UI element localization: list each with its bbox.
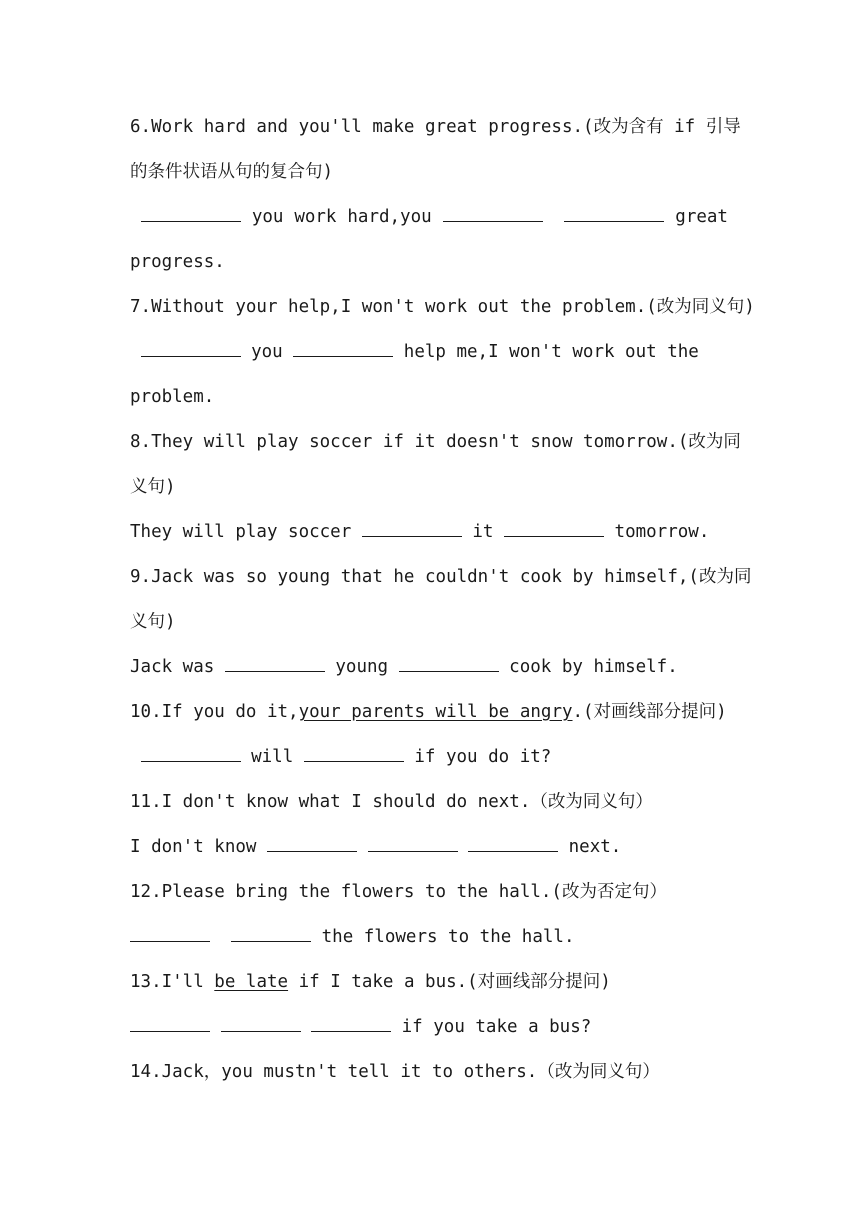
- q7-answer-text-b: help me,I won't work out the: [403, 342, 699, 362]
- q10-answer: [130, 743, 728, 771]
- q6-answer-text-b: great: [675, 207, 728, 227]
- answer-blank[interactable]: [504, 520, 604, 537]
- q14-question: 14.Jack，you mustn't tell it to others.（改为同义句）: [130, 1062, 660, 1082]
- answer-blank[interactable]: [225, 655, 325, 672]
- q8-answer-text-b: it: [472, 522, 494, 542]
- q7-answer-text-a: you: [251, 342, 283, 362]
- q10-question-suffix: .(对画线部分提问): [572, 702, 727, 722]
- q13-question-suffix: if I take a bus.(对画线部分提问): [288, 972, 611, 992]
- q7-answer-line2: problem.: [130, 387, 215, 407]
- q6-question-line2: 的条件状语从句的复合句): [130, 162, 334, 182]
- answer-blank[interactable]: [304, 745, 404, 762]
- q9-question-line1: 9.Jack was so young that he couldn't cook by himself,(改为同: [130, 567, 752, 587]
- q13-underlined-part: be late: [214, 972, 289, 992]
- q12-answer: [130, 923, 728, 951]
- q8-answer: [130, 518, 710, 546]
- answer-blank[interactable]: [130, 1015, 210, 1032]
- q6-answer-line1: [130, 203, 728, 231]
- q11-answer-text-a: I don't know: [130, 837, 257, 857]
- q8-answer-text-c: tomorrow.: [614, 522, 710, 542]
- q9-answer-text-b: young: [335, 657, 389, 677]
- answer-blank[interactable]: [141, 745, 241, 762]
- q10-underlined-part: your parents will be angry: [298, 702, 573, 722]
- answer-blank[interactable]: [231, 925, 311, 942]
- answer-blank[interactable]: [311, 1015, 391, 1032]
- answer-blank[interactable]: [399, 655, 499, 672]
- q8-question-line1: 8.They will play soccer if it doesn't snow tomorrow.(改为同: [130, 432, 741, 452]
- answer-blank[interactable]: [130, 925, 210, 942]
- answer-blank[interactable]: [368, 835, 458, 852]
- q6-question-line1: 6.Work hard and you'll make great progress.(改为含有 if 引导: [130, 117, 741, 137]
- q10-answer-text-a: will: [251, 747, 294, 767]
- q13-question: [130, 968, 728, 996]
- q9-answer-text-c: cook by himself.: [509, 657, 678, 677]
- answer-blank[interactable]: [468, 835, 558, 852]
- q13-answer-text: if you take a bus?: [401, 1017, 592, 1037]
- answer-blank[interactable]: [362, 520, 462, 537]
- q12-answer-text: the flowers to the hall.: [321, 927, 575, 947]
- q11-question: 11.I don't know what I should do next.（改为同义句）: [130, 792, 653, 812]
- answer-blank[interactable]: [443, 205, 543, 222]
- q11-answer: [130, 833, 728, 861]
- answer-blank[interactable]: [221, 1015, 301, 1032]
- answer-blank[interactable]: [141, 340, 241, 357]
- q8-answer-text-a: They will play soccer: [130, 522, 352, 542]
- q13-answer: [130, 1013, 728, 1041]
- q12-question: 12.Please bring the flowers to the hall.(改为否定句）: [130, 882, 667, 902]
- answer-blank[interactable]: [141, 205, 241, 222]
- q6-answer-text-a: you work hard,you: [251, 207, 432, 227]
- answer-blank[interactable]: [267, 835, 357, 852]
- q10-question-prefix: 10.If you do it,: [130, 702, 299, 722]
- q13-question-prefix: 13.I'll: [130, 972, 215, 992]
- q6-answer-line2: progress.: [130, 252, 225, 272]
- q8-question-line2: 义句): [130, 477, 176, 497]
- q9-answer-text-a: Jack was: [130, 657, 215, 677]
- q11-answer-text-b: next.: [568, 837, 622, 857]
- q9-question-line2: 义句): [130, 612, 176, 632]
- answer-blank[interactable]: [564, 205, 664, 222]
- answer-blank[interactable]: [293, 340, 393, 357]
- q7-question: 7.Without your help,I won't work out the problem.(改为同义句): [130, 297, 755, 317]
- q10-answer-text-b: if you do it?: [414, 747, 552, 767]
- q7-answer-line1: [130, 338, 699, 366]
- q9-answer: [130, 653, 678, 681]
- q10-question: [130, 698, 728, 726]
